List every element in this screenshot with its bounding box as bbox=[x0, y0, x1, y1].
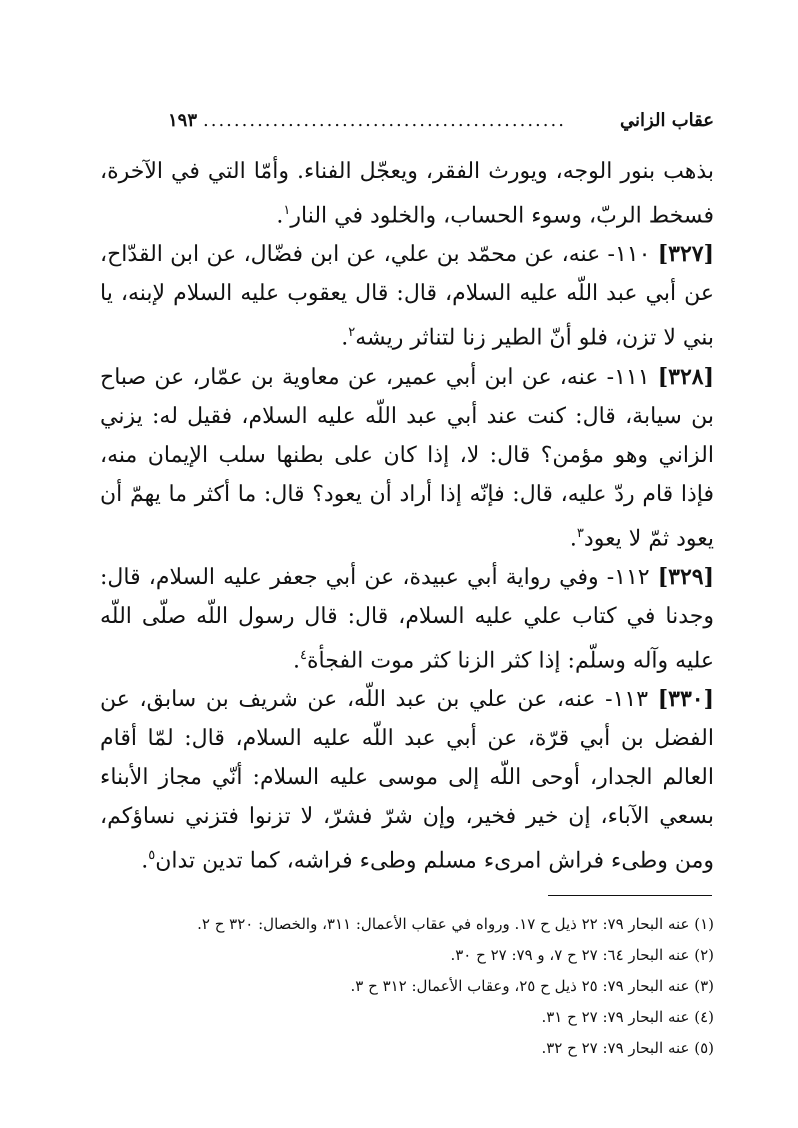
footnote-marker: ٤ bbox=[300, 647, 308, 663]
footnote-marker: ٣ bbox=[576, 525, 584, 541]
hadith-number: [٣٢٩] bbox=[657, 563, 715, 590]
footnotes bbox=[120, 909, 714, 1064]
hadith-paragraph: [٣٢٩] ١١٢- وفي رواية أبي عبيدة، عن أبي جعفر عليه السلام، قال: وجدنا في كتاب علي عليه السلام، قال: قال رسول اللّه صلّى اللّه عليه وآله وسلّم: إذا كثر الزنا كثر موت الفجأة$^٤$. bbox=[100, 563, 715, 674]
main-text bbox=[100, 152, 714, 881]
hadith-text: ١١١- عنه، عن ابن أبي عمير، عن معاوية بن عمّار، عن صباح بن سيابة، قال: كنت عند أبي عبد اللّه عليه السلام، فقيل له: يزني الزاني وهو مؤمن؟ قال: لا، إذا كان على بطنها سلب الإيمان منه، فإذا قام ردّ عليه، قال: فإنّه إذا أراد أن يعود؟ قال: ما أكثر ما يهمّ أن يعود ثمّ لا يعود bbox=[100, 364, 714, 551]
intro-text: بذهب بنور الوجه، ويورث الفقر، ويعجّل الفناء. وأمّا التي في الآخرة، فسخط الربّ، وسوء الحساب، والخلود في النار bbox=[100, 159, 714, 229]
hadith-paragraph: [٣٢٨] ١١١- عنه، عن ابن أبي عمير، عن معاوية بن عمّار، عن صباح بن سيابة، قال: كنت عند أبي عبد اللّه عليه السلام، فقيل له: يزني الزاني وهو مؤمن؟ قال: لا، إذا كان على بطنها سلب الإيمان منه، فإذا قام ردّ عليه، قال: فإنّه إذا أراد أن يعود؟ قال: ما أكثر ما يهمّ أن يعود ثمّ لا يعود$^٣$. bbox=[100, 363, 714, 551]
hadith-text: ١١٠- عنه، عن محمّد بن علي، عن ابن فضّال، عن ابن القدّاح، عن أبي عبد اللّه عليه السلام، قال: قال يعقوب عليه السلام لإبنه، يا بني لا تزن، فلو أنّ الطير زنا لتناثر ريشه bbox=[100, 242, 714, 351]
hadith-number: [٣٣٠] bbox=[657, 686, 714, 713]
footnote-marker: ٢ bbox=[348, 325, 356, 341]
footnote: (٣) عنه البحار ٧٩: ٢٥ ذيل ح ٢٥، وعقاب الأعمال: ٣١٢ ح ٣. bbox=[350, 977, 714, 995]
page-number: ١٩٣ bbox=[168, 110, 198, 131]
footnote: (٢) عنه البحار ٦٤: ٢٧ ح ٧، و ٧٩: ٢٧ ح ٣٠. bbox=[450, 946, 714, 964]
header-title: عقاب الزاني bbox=[620, 110, 714, 131]
hadith-number: [٣٢٨] bbox=[657, 363, 714, 390]
header-leader-dots: ............................................... bbox=[203, 110, 566, 131]
footnote: (٤) عنه البحار ٧٩: ٢٧ ح ٣١. bbox=[541, 1008, 714, 1026]
hadith-paragraph: [٣٢٧] ١١٠- عنه، عن محمّد بن علي، عن ابن فضّال، عن ابن القدّاح، عن أبي عبد اللّه عليه السلام، قال: قال يعقوب عليه السلام لإبنه، يا بني لا تزن، فلو أنّ الطير زنا لتناثر ريشه$^٢$. bbox=[100, 241, 714, 351]
hadith-text: ١١٣- عنه، عن علي بن عبد اللّه، عن شريف بن سابق، عن الفضل بن أبي قرّة، عن أبي عبد اللّه عليه السلام، قال: لمّا أقام العالم الجدار، أوحى اللّه إلى موسى عليه السلام: أنّي مجاز الأبناء بسعي الآباء، إن خير فخير، وإن شرّ فشرّ، لا تزنوا فتزني نساؤكم، ومن وطىء فراش امرىء مسلم وطىء فراشه، كما تدين تدان bbox=[100, 687, 714, 874]
footnote-separator bbox=[548, 895, 712, 896]
footnote: (٥) عنه البحار ٧٩: ٢٧ ح ٣٢. bbox=[541, 1039, 714, 1057]
hadith-text: ١١٢- وفي رواية أبي عبيدة، عن أبي جعفر عليه السلام، قال: وجدنا في كتاب علي عليه السلام، قال: قال رسول اللّه صلّى اللّه عليه وآله وسلّم: إذا كثر الزنا كثر موت الفجأة bbox=[100, 564, 714, 674]
footnote-marker: ١ bbox=[283, 203, 291, 218]
running-header bbox=[168, 110, 714, 140]
footnote-marker: ٥ bbox=[148, 848, 156, 864]
hadith-paragraph: [٣٣٠] ١١٣- عنه، عن علي بن عبد اللّه، عن شريف بن سابق، عن الفضل بن أبي قرّة، عن أبي عبد اللّه عليه السلام، قال: لمّا أقام العالم الجدار، أوحى اللّه إلى موسى عليه السلام: أنّي مجاز الأبناء بسعي الآباء، إن خير فخير، وإن شرّ فشرّ، لا تزنوا فتزني نساؤكم، ومن وطىء فراش امرىء مسلم وطىء فراشه، كما تدين تدان$^٥$. bbox=[100, 686, 714, 874]
hadith-number: [٣٢٧] bbox=[657, 241, 714, 268]
footnote: (١) عنه البحار ٧٩: ٢٢ ذيل ح ١٧. ورواه في عقاب الأعمال: ٣١١، والخصال: ٣٢٠ ح ٢. bbox=[197, 915, 714, 933]
intro-paragraph: بذهب بنور الوجه، ويورث الفقر، ويعجّل الفناء. وأمّا التي في الآخرة، فسخط الربّ، وسوء الحساب، والخلود في النار$^١$. bbox=[100, 159, 714, 229]
